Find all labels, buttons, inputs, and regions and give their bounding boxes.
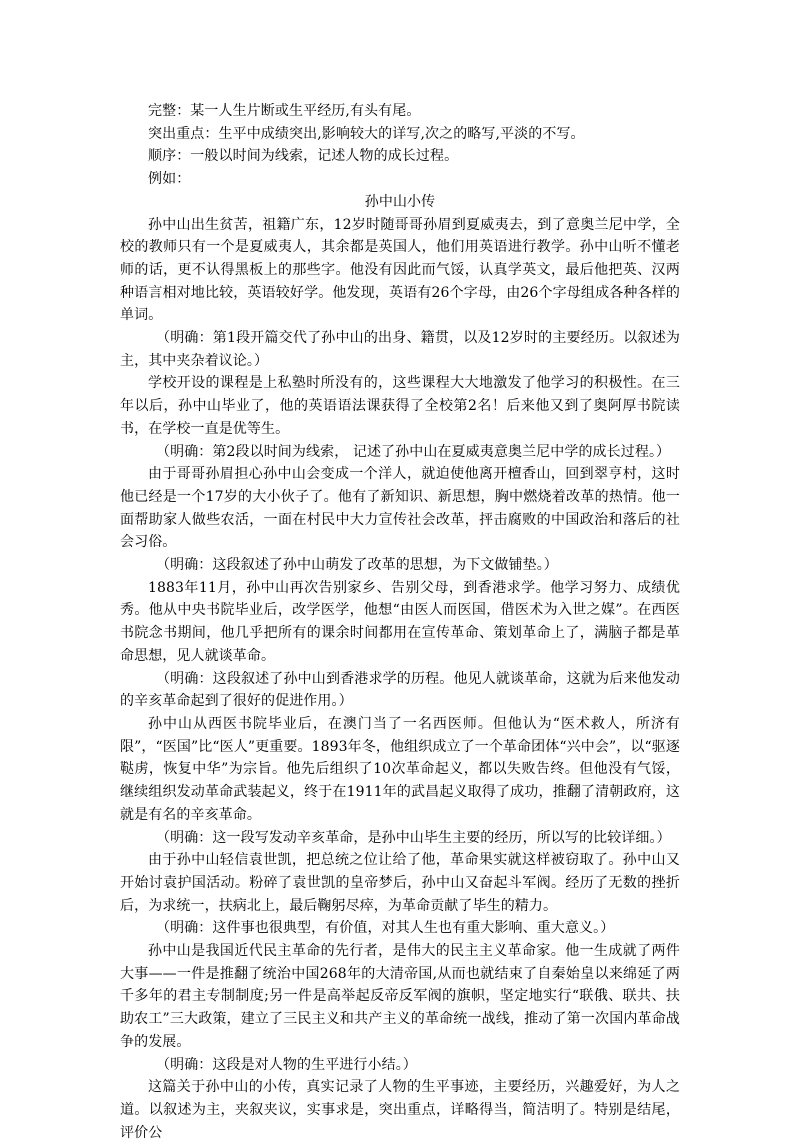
- paragraph-note: （明确：这段叙述了孙中山萌发了改革的思想，为下文做铺垫。）: [156, 557, 558, 574]
- paragraph-body: 孙中山从西医书院毕业后，在澳门当了一名西医师。但他认为“医术救人，所济有限”，“医国”比“医人”更重要。1893年冬，他组织成立了一个革命团体“兴中会”，以“驱逐鞑虏，恢复中华”为宗旨。他先后组织了10次革命起义，都以失败告终。但他没有气馁，继续组织发动革命武装起义，终于在1911年的武昌起义取得了成功，推翻了清朝政府，这就是有名的辛亥革命。: [120, 715, 680, 823]
- paragraph-body: 孙中山是我国近代民主革命的先行者，是伟大的民主主义革命家。他一生成就了两件大事——一件是推翻了统治中国268年的大清帝国,从而也就结束了自秦始皇以来绵延了两千多年的君主专制制度;另一件是高举起反帝反军阀的旗帜，坚定地实行“联俄、联共、扶助农工”三大政策，建立了三民主义和共产主义的革命统一战线，推动了第一次国内革命战争的发展。: [120, 943, 680, 1050]
- paragraph-note: （明确：这段是对人物的生平进行小结。）: [156, 1056, 417, 1073]
- paragraph-body: 由于哥哥孙眉担心孙中山会变成一个洋人，就迫使他离开檀香山，回到翠亨村，这时他已经是一个17岁的大小伙子了。他有了新知识、新思想，胸中燃烧着改革的热情。他一面帮助家人做些农活，一面在村民中大力宣传社会改革，抨击腐败的中国政治和落后的社会习俗。: [120, 466, 680, 551]
- paragraph-note: （明确：第2段以时间为线索， 记述了孙中山在夏威夷意奥兰尼中学的成长过程。）: [156, 443, 671, 460]
- intro-focus: 突出重点：生平中成绩突出,影响较大的详写,次之的略写,平淡的不写。: [148, 125, 585, 142]
- document-page: [120, 100, 680, 1144]
- paragraph-note: （明确：这一段写发动辛亥革命，是孙中山毕生主要的经历，所以写的比较详细。）: [156, 829, 671, 846]
- paragraph-note: （明确：这件事也很典型，有价值，对其人生也有重大影响、重大意义。）: [156, 920, 615, 937]
- paragraph-body: 学校开设的课程是上私塾时所没有的，这些课程大大地激发了他学习的积极性。在三年以后，孙中山毕业了，他的英语语法课获得了全校第2名！后来他又到了奥阿厚书院读书，在学校一直是优等生。: [120, 375, 680, 437]
- paragraph-note: （明确：第1段开篇交代了孙中山的出身、籍贯，以及12岁时的主要经历。以叙述为主，其中夹杂着议论。）: [120, 330, 680, 369]
- intro-complete: 完整：某一人生片断或生平经历,有头有尾。: [148, 103, 421, 119]
- paragraph-body: 孙中山出生贫苦，祖籍广东，12岁时随哥哥孙眉到夏威夷去，到了意奥兰尼中学，全校的教师只有一个是夏威夷人，其余都是英国人，他们用英语进行教学。孙中山听不懂老师的话，更不认得黑板上的那些字。他没有因此而气馁，认真学英文，最后他把英、汉两种语言相对地比较，英语较好学。他发现，英语有26个字母，由26个字母组成各种各样的单词。: [120, 216, 680, 324]
- article-title: 孙中山小传: [364, 193, 436, 210]
- paragraph-body: 由于孙中山轻信袁世凯，把总统之位让给了他，革命果实就这样被窃取了。孙中山又开始讨袁护国活动。粉碎了袁世凯的皇帝梦后，孙中山又奋起斗军阀。经历了无数的挫折后，为求统一，扶病北上，最后鞠躬尽瘁，为革命贡献了毕生的精力。: [120, 852, 680, 914]
- paragraph-note: （明确：这段叙述了孙中山到香港求学的历程。他见人就谈革命，这就为后来他发动的辛亥革命起到了很好的促进作用。）: [120, 670, 680, 710]
- intro-order: 顺序：一般以时间为线索，记述人物的成长过程。: [148, 148, 459, 165]
- paragraph-body: 1883年11月，孙中山再次告别家乡、告别父母，到香港求学。他学习努力、成绩优秀。他从中央书院毕业后，改学医学，他想“由医人而医国，借医术为入世之媒”。在西医书院念书期间，他几乎把所有的课余时间都用在宣传革命、策划革命上了，满脑子都是革命思想，见人就谈革命。: [120, 579, 680, 664]
- intro-example: 例如：: [148, 171, 191, 188]
- paragraph-body: 这篇关于孙中山的小传，真实记录了人物的生平事迹，主要经历，兴趣爱好，为人之道。以叙述为主，夹叙夹议，实事求是，突出重点，详略得当，简洁明了。特别是结尾，评价公: [120, 1079, 680, 1141]
